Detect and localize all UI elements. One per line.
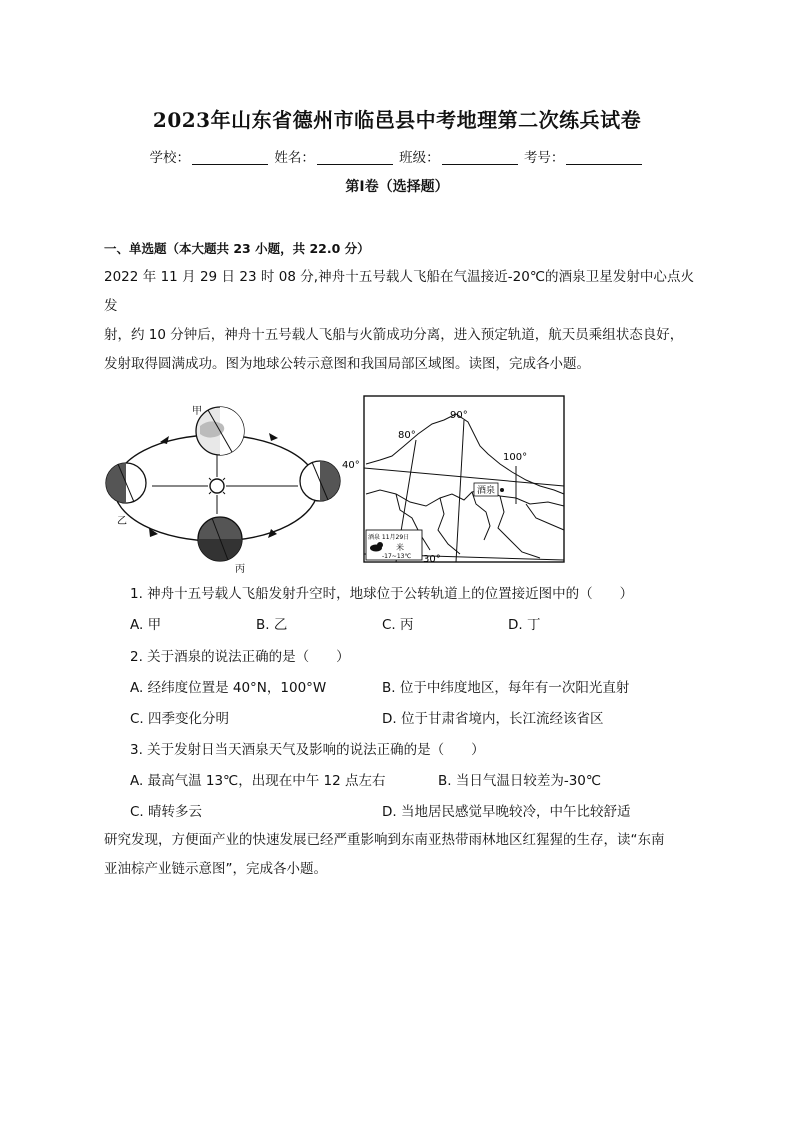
question-3-option-b[interactable]: B. 当日气温日较差为-30℃ xyxy=(438,773,602,789)
passage-2 xyxy=(104,826,694,884)
question-2-option-b[interactable]: B. 位于中纬度地区，每年有一次阳光直射 xyxy=(382,680,630,696)
earth-jia xyxy=(196,407,244,455)
regional-map xyxy=(340,394,570,566)
forecast-weather-symbol: 米 xyxy=(396,543,404,552)
label-jia: 甲 xyxy=(192,406,202,417)
forecast-date: 酒泉 11月29日 xyxy=(368,534,410,541)
city-label-jiuquan: 酒泉 xyxy=(477,486,496,496)
earth-revolution-diagram xyxy=(100,396,352,574)
sun-icon xyxy=(205,474,229,498)
forecast-temp: -17~13℃ xyxy=(382,553,412,560)
label-yi: 乙 xyxy=(117,516,127,527)
label-bing: 丙 xyxy=(235,564,245,574)
earth-bing xyxy=(198,517,242,561)
lon-100-label: 100° xyxy=(503,452,528,463)
passage-2-line-2: 亚油棕产业链示意图”，完成各小题。 xyxy=(104,861,327,877)
question-2-option-d[interactable]: D. 位于甘肃省境内，长江流经该省区 xyxy=(382,711,604,727)
earth-yi xyxy=(106,463,146,503)
lat-40-label: 40° xyxy=(342,460,360,471)
question-3-stem: 3. 关于发射日当天酒泉天气及影响的说法正确的是（ ） xyxy=(130,742,485,758)
section-heading: 一、单选题（本大题共 23 小题，共 22.0 分） xyxy=(104,241,370,256)
question-3-option-d[interactable]: D. 当地居民感觉早晚较冷，中午比较舒适 xyxy=(382,804,631,820)
passage-1-line-2: 射，约 10 分钟后，神舟十五号载人飞船与火箭成功分离，进入预定轨道，航天员乘组状态良好， xyxy=(104,327,684,343)
earth-ding xyxy=(300,461,340,501)
passage-1-line-3: 发射取得圆满成功。图为地球公转示意图和我国局部区域图。读图，完成各小题。 xyxy=(104,356,590,372)
question-3-option-a[interactable]: A. 最高气温 13℃，出现在中午 12 点左右 xyxy=(130,773,386,789)
class-blank[interactable] xyxy=(442,150,518,165)
question-1-option-c[interactable]: C. 丙 xyxy=(382,617,414,633)
exam-no-blank[interactable] xyxy=(566,150,642,165)
lon-90-label: 90° xyxy=(450,410,468,421)
exam-title: 2023年山东省德州市临邑县中考地理第二次练兵试卷 xyxy=(152,108,642,132)
volume-title: 第I卷（选择题） xyxy=(345,179,449,195)
question-1-option-d[interactable]: D. 丁 xyxy=(508,617,541,633)
passage-2-line-1: 研究发现，方便面产业的快速发展已经严重影响到东南亚热带雨林地区红猩猩的生存，读“东南 xyxy=(104,832,665,848)
name-label: 姓名： xyxy=(274,150,315,166)
name-blank[interactable] xyxy=(317,150,393,165)
question-2-option-a[interactable]: A. 经纬度位置是 40°N，100°W xyxy=(130,680,327,696)
class-label: 班级： xyxy=(399,150,440,166)
question-3-option-c[interactable]: C. 晴转多云 xyxy=(130,804,203,820)
question-2-option-c[interactable]: C. 四季变化分明 xyxy=(130,711,230,727)
school-blank[interactable] xyxy=(192,150,268,165)
question-1-stem: 1. 神舟十五号载人飞船发射升空时，地球位于公转轨道上的位置接近图中的（ ） xyxy=(130,586,634,602)
question-1-option-b[interactable]: B. 乙 xyxy=(256,617,288,633)
weather-forecast-box xyxy=(366,530,422,560)
passage-1-line-1: 2022 年 11 月 29 日 23 时 08 分,神舟十五号载人飞船在气温接近-20℃的酒泉卫星发射中心点火发 xyxy=(104,269,694,314)
passage-1 xyxy=(104,263,694,379)
question-2-stem: 2. 关于酒泉的说法正确的是（ ） xyxy=(130,649,350,665)
exam-no-label: 考号： xyxy=(523,150,565,166)
question-1-option-a[interactable]: A. 甲 xyxy=(130,617,162,633)
student-info-line xyxy=(0,146,794,166)
city-point-icon xyxy=(500,488,504,492)
lat-30-label: 30° xyxy=(423,554,441,565)
lon-80-label: 80° xyxy=(398,430,416,441)
school-label: 学校： xyxy=(149,150,191,166)
